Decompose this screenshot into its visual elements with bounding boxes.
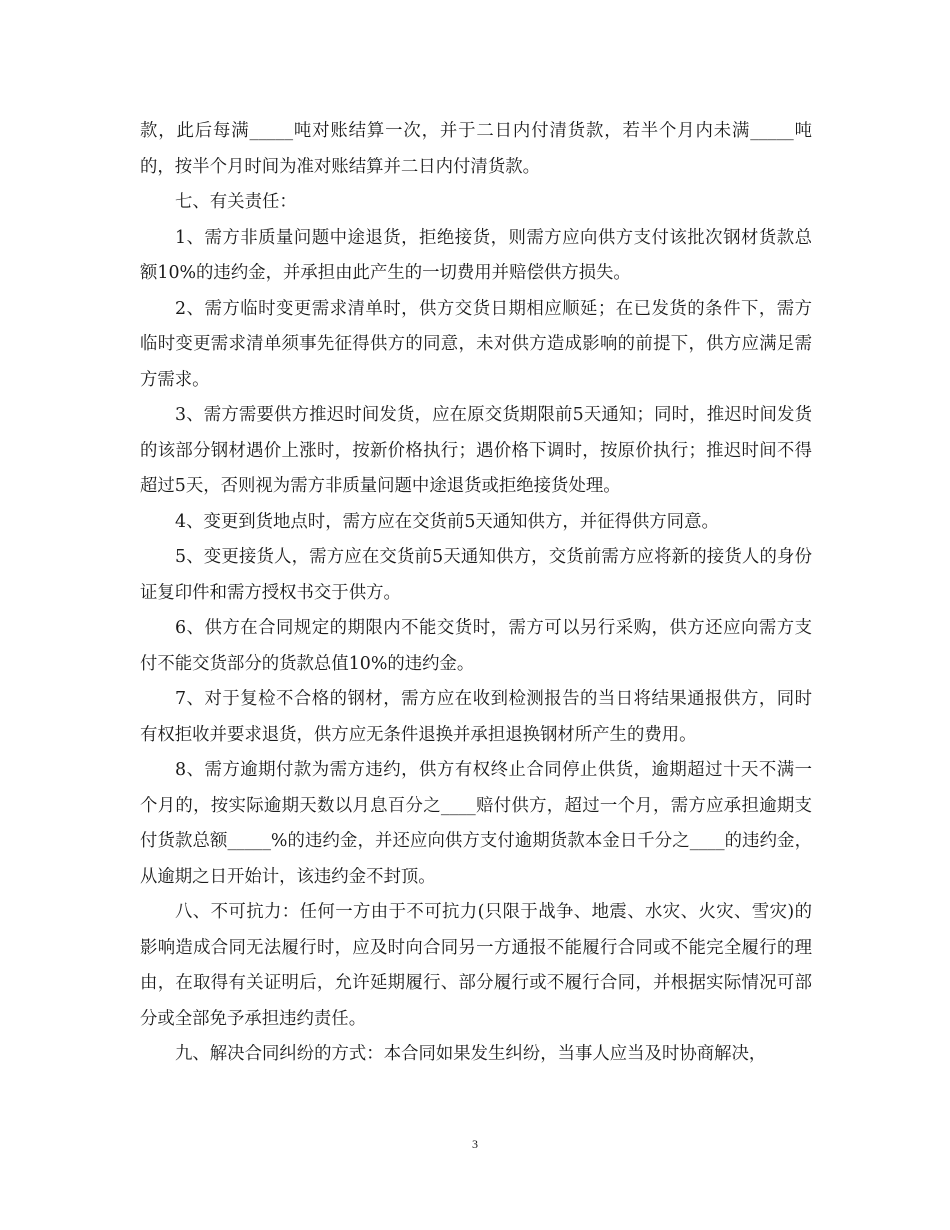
clause-5: 5、变更接货人，需方应在交货前5天通知供方，交货前需方应将新的接货人的身份证复印件和需方授权书交于供方。 bbox=[140, 547, 812, 603]
clause-1: 1、需方非质量问题中途退货，拒绝接货，则需方应向供方支付该批次钢材货款总额10%的违约金，并承担由此产生的一切费用并赔偿供方损失。 bbox=[140, 227, 812, 283]
clause-6: 6、供方在合同规定的期限内不能交货时，需方可以另行采购，供方还应向需方支付不能交货部分的货款总值10%的违约金。 bbox=[140, 618, 812, 674]
document-body bbox=[140, 114, 812, 1073]
clause-7: 7、对于复检不合格的钢材，需方应在收到检测报告的当日将结果通报供方，同时有权拒收并要求退货，供方应无条件退换并承担退换钢材所产生的费用。 bbox=[140, 689, 812, 745]
page-number: 3 bbox=[472, 1137, 478, 1151]
section-force-majeure: 八、不可抗力：任何一方由于不可抗力(只限于战争、地震、水灾、火灾、雪灾)的影响造成合同无法履行时，应及时向合同另一方通报不能履行合同或不能完全履行的理由，在取得有关证明后，允许延期履行、部分履行或不履行合同，并根据实际情况可部分或全部免予承担违约责任。 bbox=[140, 902, 812, 1029]
section-dispute-resolution: 九、解决合同纠纷的方式：本合同如果发生纠纷，当事人应当及时协商解决， bbox=[175, 1044, 767, 1064]
clause-3: 3、需方需要供方推迟时间发货，应在原交货期限前5天通知；同时，推迟时间发货的该部分钢材遇价上涨时，按新价格执行；遇价格下调时，按原价执行；推迟时间不得超过5天，否则视为需方非质量问题中途退货或拒绝接货处理。 bbox=[140, 405, 812, 496]
section-heading-liability: 七、有关责任： bbox=[175, 192, 297, 212]
clause-4: 4、变更到货地点时，需方应在交货前5天通知供方，并征得供方同意。 bbox=[175, 511, 719, 532]
clause-2: 2、需方临时变更需求清单时，供方交货日期相应顺延；在已发货的条件下，需方临时变更需求清单须事先征得供方的同意，未对供方造成影响的前提下，供方应满足需方需求。 bbox=[140, 298, 812, 390]
paragraph-continuation: 款，此后每满_____吨对账结算一次，并于二日内付清货款，若半个月内未满_____吨的，按半个月时间为准对账结算并二日内付清货款。 bbox=[140, 121, 812, 177]
clause-8: 8、需方逾期付款为需方违约，供方有权终止合同停止供货，逾期超过十天不满一个月的，按实际逾期天数以月息百分之____赔付供方，超过一个月，需方应承担逾期支付货款总额_____%的违约金，并还应向供方支付逾期货款本金日千分之____的违约金，从逾期之日开始计，该违约金不封顶。 bbox=[140, 760, 812, 887]
